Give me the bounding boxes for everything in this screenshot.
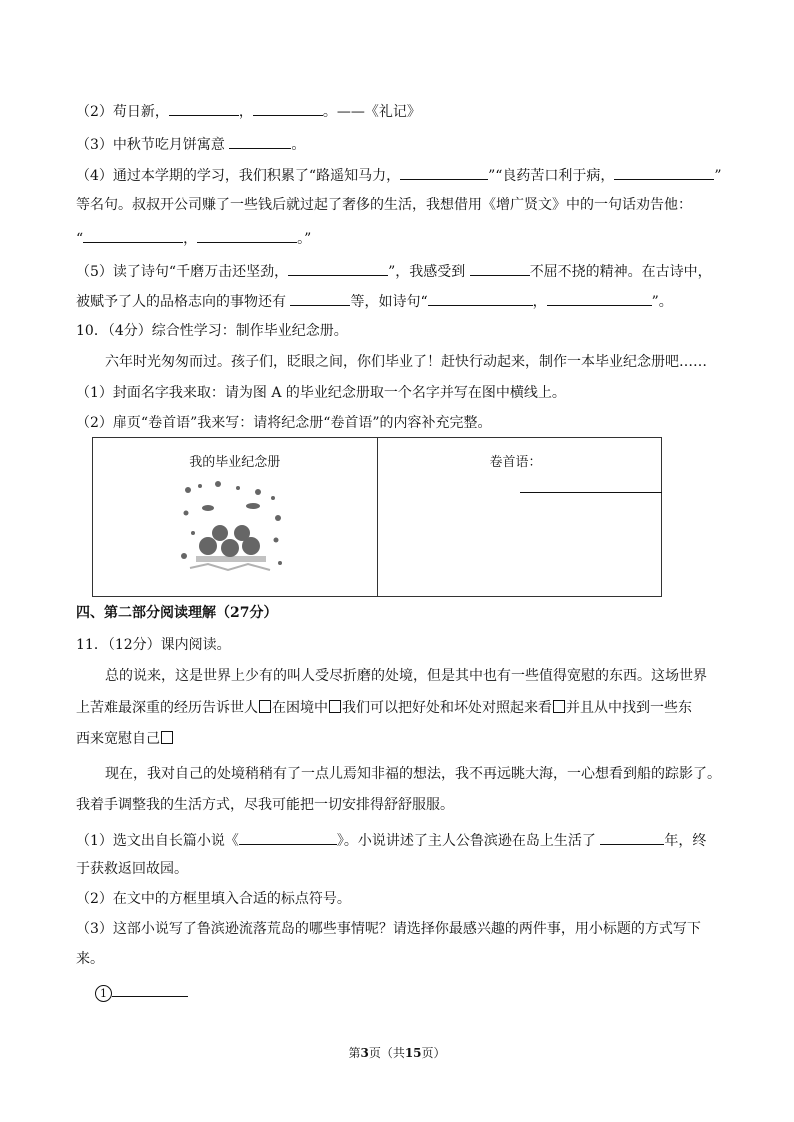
q11-sub-3-cont: 来。 <box>76 951 104 967</box>
q11-answer-1 <box>95 981 188 1003</box>
page-footer: 第3页（共15页） <box>348 1046 446 1060</box>
blank-novel-title[interactable] <box>239 829 337 845</box>
passage-line-3: 西来宽慰自己 <box>76 729 174 749</box>
q9-item-5: （5）读了诗句“千磨万击还坚劲， ”，我感受到 不屈不挠的精神。在古诗中， <box>76 260 712 282</box>
q9-item-4: （4）通过本学期的学习，我们积累了“路遥知马力， ”“良药苦口利于病， ” <box>76 164 722 186</box>
page-total: 15 <box>404 1046 422 1060</box>
blank-2b[interactable] <box>253 100 323 116</box>
blank-4a[interactable] <box>400 164 488 180</box>
q10-sub-1: （1）封面名字我来取：请为图 A 的毕业纪念册取一个名字并写在图中横线上。 <box>76 385 566 401</box>
q11-sub-3: （3）这部小说写了鲁滨逊流落荒岛的哪些事情呢？请选择你最感兴趣的两件事，用小标题的方式写下 <box>76 921 701 937</box>
blank-5a[interactable] <box>288 260 388 276</box>
preface-blank[interactable] <box>520 492 662 493</box>
blank-4c[interactable] <box>83 227 183 243</box>
preface-title: 卷首语： <box>489 455 542 470</box>
q9-item-4-answer: “ ， 。” <box>76 227 311 249</box>
q10-intro: 六年时光匆匆而过。孩子们，眨眼之间，你们毕业了！赶快行动起来，制作一本毕业纪念册吧…… <box>105 354 707 370</box>
q10-sub-2: （2）扉页“卷首语”我来写：请将纪念册“卷首语”的内容补充完整。 <box>76 415 492 431</box>
blank-4d[interactable] <box>197 227 297 243</box>
q11-sub-2: （2）在文中的方框里填入合适的标点符号。 <box>76 891 351 907</box>
blank-5b[interactable] <box>470 260 530 276</box>
passage-line-4: 现在，我对自己的处境稍稍有了一点儿焉知非福的想法，我不再远眺大海，一心想看到船的踪影了。 <box>105 766 721 782</box>
section-heading: 四、第二部分阅读理解（27分） <box>76 605 278 621</box>
blank-5d[interactable] <box>428 290 533 306</box>
blank-years[interactable] <box>600 829 664 845</box>
punct-box-4[interactable] <box>161 731 173 744</box>
circled-number-1: 1 <box>95 985 112 1002</box>
punct-box-2[interactable] <box>329 700 341 713</box>
graduation-illustration <box>178 478 288 578</box>
blank-5e[interactable] <box>547 290 652 306</box>
punct-box-3[interactable] <box>553 700 565 713</box>
preface-cell <box>377 438 662 597</box>
q10-heading: 10．（4分）综合性学习：制作毕业纪念册。 <box>76 323 348 339</box>
q11-heading: 11．（12分）课内阅读。 <box>76 637 231 653</box>
passage-line-1: 总的说来，这是世界上少有的叫人受尽折磨的处境，但是其中也有一些值得宽慰的东西。这场世界 <box>105 668 707 684</box>
passage-line-2: 上苦难最深重的经历告诉世人 在困境中 我们可以把好处和坏处对照起来看 并且从中找到一些东 <box>76 700 692 716</box>
blank-answer-1[interactable] <box>112 981 188 997</box>
blank-5c[interactable] <box>290 290 350 306</box>
blank-2a[interactable] <box>169 100 239 116</box>
passage-line-5: 我着手调整我的生活方式，尽我可能把一切安排得舒舒服服。 <box>76 797 454 813</box>
page-number: 3 <box>360 1046 369 1060</box>
punct-box-1[interactable] <box>259 700 271 713</box>
q11-sub-1-cont: 于获救返回故园。 <box>76 861 188 877</box>
q9-item-2: （2）苟日新， ， 。——《礼记》 <box>76 100 421 122</box>
figure-a-title: 我的毕业纪念册 <box>189 455 281 470</box>
q9-item-4-cont: 等名句。叔叔开公司赚了一些钱后就过起了奢侈的生活，我想借用《增广贤文》中的一句话劝告他： <box>76 197 692 213</box>
figure-a-cell <box>93 438 378 597</box>
q9-item-3: （3）中秋节吃月饼寓意 。 <box>76 133 305 155</box>
blank-4b[interactable] <box>614 164 714 180</box>
blank-3[interactable] <box>229 133 291 149</box>
q10-figure-table <box>92 437 662 597</box>
q9-item-5-cont: 被赋予了人的品格志向的事物还有 等，如诗句“ ， ”。 <box>76 290 673 312</box>
q11-sub-1: （1）选文出自长篇小说《 》。小说讲述了主人公鲁滨逊在岛上生活了 年，终 <box>76 829 706 851</box>
